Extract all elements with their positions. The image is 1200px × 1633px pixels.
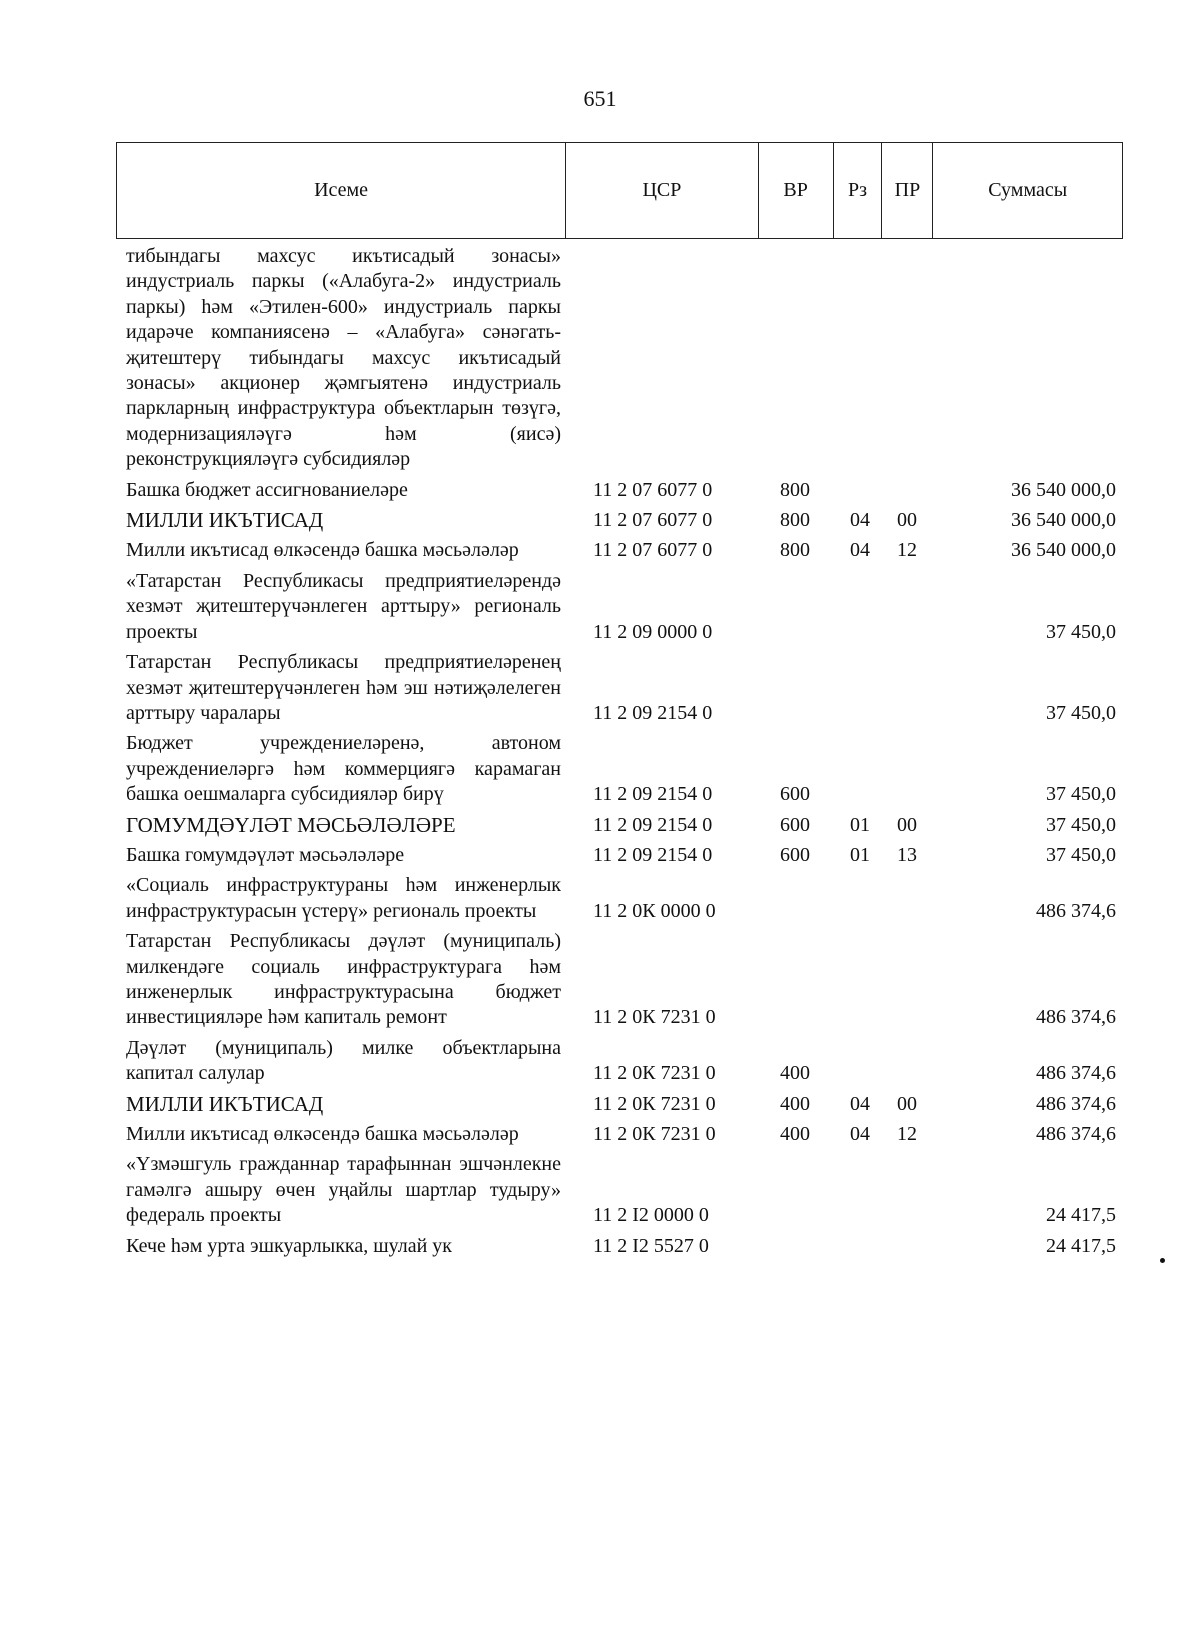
row-name: Дәүләт (муниципаль) милке объектларына капитал салулар: [126, 1036, 561, 1085]
row-name: Татарстан Республикасы предприятиеләренең хезмәт җитештерүчәнлеген һәм эш нәтиҗәлелеген арттыру чаралары: [126, 651, 561, 724]
table-row: [0, 873, 1200, 924]
row-sum: 37 450,0: [1046, 813, 1116, 836]
row-vr: 800: [780, 539, 810, 562]
header-pr: ПР: [882, 143, 933, 238]
table-row: [0, 1234, 1200, 1259]
table-header: [116, 142, 1123, 239]
table-row: [0, 843, 1200, 868]
row-sum: 24 417,5: [1046, 1204, 1116, 1227]
table-row: [0, 244, 1200, 473]
table-row: [0, 478, 1200, 503]
row-rz: 01: [850, 843, 870, 866]
row-name: тибындагы махсус икътисадый зонасы» индустриаль паркы («Алабуга-2» индустриаль паркы) һәм «Этилен-600» индустриаль паркы идарәче компаниясенә – «Алабуга» сәнәгать-җитештерү тибындагы махсус икътисадый зонасы» акционер җәмгыятенә индустриаль паркларның инфраструктура объектларын төзүгә, модернизацияләүгә һәм (яисә) реконструкцияләүгә субсидияләр: [126, 245, 561, 471]
header-sum: Суммасы: [988, 179, 1068, 201]
row-csr: 11 2 07 6077 0: [593, 478, 713, 501]
row-name: МИЛЛИ ИКЪТИСАД: [126, 508, 324, 533]
table-row: [0, 650, 1200, 726]
row-sum: 36 540 000,0: [1011, 539, 1116, 562]
row-csr: 11 2 07 6077 0: [593, 509, 713, 532]
row-csr: 11 2 0К 7231 0: [593, 1006, 716, 1029]
row-rz: 04: [850, 509, 870, 532]
table-body: [0, 244, 1200, 1264]
table-row: [0, 1152, 1200, 1228]
row-csr: 11 2 07 6077 0: [593, 539, 713, 562]
row-sum: 486 374,6: [1036, 1062, 1116, 1085]
row-csr: 11 2 0К 0000 0: [593, 899, 716, 922]
row-pr: 00: [897, 509, 917, 532]
table-row: [0, 813, 1200, 838]
row-rz: 04: [850, 539, 870, 562]
page-number: 651: [583, 86, 617, 111]
row-vr: 600: [780, 813, 810, 836]
row-rz: 01: [850, 813, 870, 836]
header-rz: Рз: [834, 143, 883, 238]
table-row: [0, 508, 1200, 533]
row-vr: 800: [780, 509, 810, 532]
row-pr: 12: [897, 1123, 917, 1145]
row-pr: 00: [897, 813, 917, 836]
table-row: [0, 1036, 1200, 1087]
row-name: Милли икътисад өлкәсендә башка мәсьәләләр: [126, 1123, 519, 1145]
row-csr: 11 2 I2 5527 0: [593, 1234, 709, 1257]
row-name: Башка гомумдәүләт мәсьәләләре: [126, 843, 405, 866]
table-row: [0, 731, 1200, 807]
row-csr: 11 2 09 2154 0: [593, 813, 713, 836]
row-csr: 11 2 09 0000 0: [593, 620, 713, 643]
row-name: МИЛЛИ ИКЪТИСАД: [126, 1091, 324, 1116]
table-row: [0, 1122, 1200, 1147]
row-name: Бюджет учреждениеләренә, автоном учреждениеләргә һәм коммерциягә карамаган башка оешмаларга субсидияләр бирү: [126, 732, 561, 806]
row-name: Милли икътисад өлкәсендә башка мәсьәләләр: [126, 539, 519, 562]
row-rz: 04: [850, 1123, 870, 1145]
row-csr: 11 2 09 2154 0: [593, 843, 713, 866]
row-csr: 11 2 0К 7231 0: [593, 1123, 716, 1145]
header-csr: ЦСР: [566, 143, 759, 238]
row-vr: 400: [780, 1092, 810, 1115]
row-name: «Социаль инфраструктураны һәм инженерлык инфраструктурасын үстерү» региональ проекты: [126, 874, 561, 922]
row-pr: 00: [897, 1092, 917, 1115]
row-sum: 37 450,0: [1046, 843, 1116, 866]
stray-dot-mark: [1160, 1258, 1165, 1263]
row-sum: 37 450,0: [1046, 783, 1116, 806]
row-name: ГОМУМДӘҮЛӘТ МӘСЬӘЛӘЛӘРЕ: [126, 812, 456, 837]
table-row: [0, 538, 1200, 563]
row-name: Татарстан Республикасы дәүләт (муниципаль) милкендәге социаль инфраструктурага һәм инженерлык инфраструктурасына бюджет инвестицияләре һәм капиталь ремонт: [126, 930, 561, 1029]
row-csr: 11 2 09 2154 0: [593, 701, 713, 724]
row-vr: 800: [780, 478, 810, 501]
row-vr: 400: [780, 1123, 810, 1145]
row-pr: 13: [897, 843, 917, 866]
row-name: Кече һәм урта эшкуарлыкка, шулай ук: [126, 1234, 453, 1257]
row-sum: 36 540 000,0: [1011, 478, 1116, 501]
row-sum: 486 374,6: [1036, 1123, 1116, 1145]
row-sum: 36 540 000,0: [1011, 509, 1116, 532]
row-vr: 400: [780, 1062, 810, 1085]
row-vr: 600: [780, 783, 810, 806]
row-name: «Татарстан Республикасы предприятиеләрендә хезмәт җитештерүчәнлеген арттыру» региональ проекты: [126, 569, 561, 643]
table-row: [0, 1092, 1200, 1117]
header-name: Исеме: [117, 143, 566, 238]
row-sum: 24 417,5: [1046, 1234, 1116, 1257]
row-csr: 11 2 0К 7231 0: [593, 1092, 716, 1115]
row-sum: 37 450,0: [1046, 620, 1116, 643]
table-row: [0, 929, 1200, 1031]
header-vr: ВР: [759, 143, 834, 238]
row-csr: 11 2 I2 0000 0: [593, 1204, 709, 1227]
table-row: [0, 569, 1200, 645]
row-sum: 486 374,6: [1036, 1092, 1116, 1115]
row-sum: 486 374,6: [1036, 1006, 1116, 1029]
row-rz: 04: [850, 1092, 870, 1115]
row-name: Башка бюджет ассигнованиеләре: [126, 478, 408, 501]
row-vr: 600: [780, 843, 810, 866]
row-name: «Үзмәшгуль гражданнар тарафыннан эшчәнлекне гамәлгә ашыру өчен уңайлы шартлар тудыру» федераль проекты: [126, 1153, 561, 1227]
row-sum: 37 450,0: [1046, 701, 1116, 724]
row-pr: 12: [897, 539, 917, 562]
row-sum: 486 374,6: [1036, 899, 1116, 922]
row-csr: 11 2 09 2154 0: [593, 783, 713, 806]
row-csr: 11 2 0К 7231 0: [593, 1062, 716, 1085]
